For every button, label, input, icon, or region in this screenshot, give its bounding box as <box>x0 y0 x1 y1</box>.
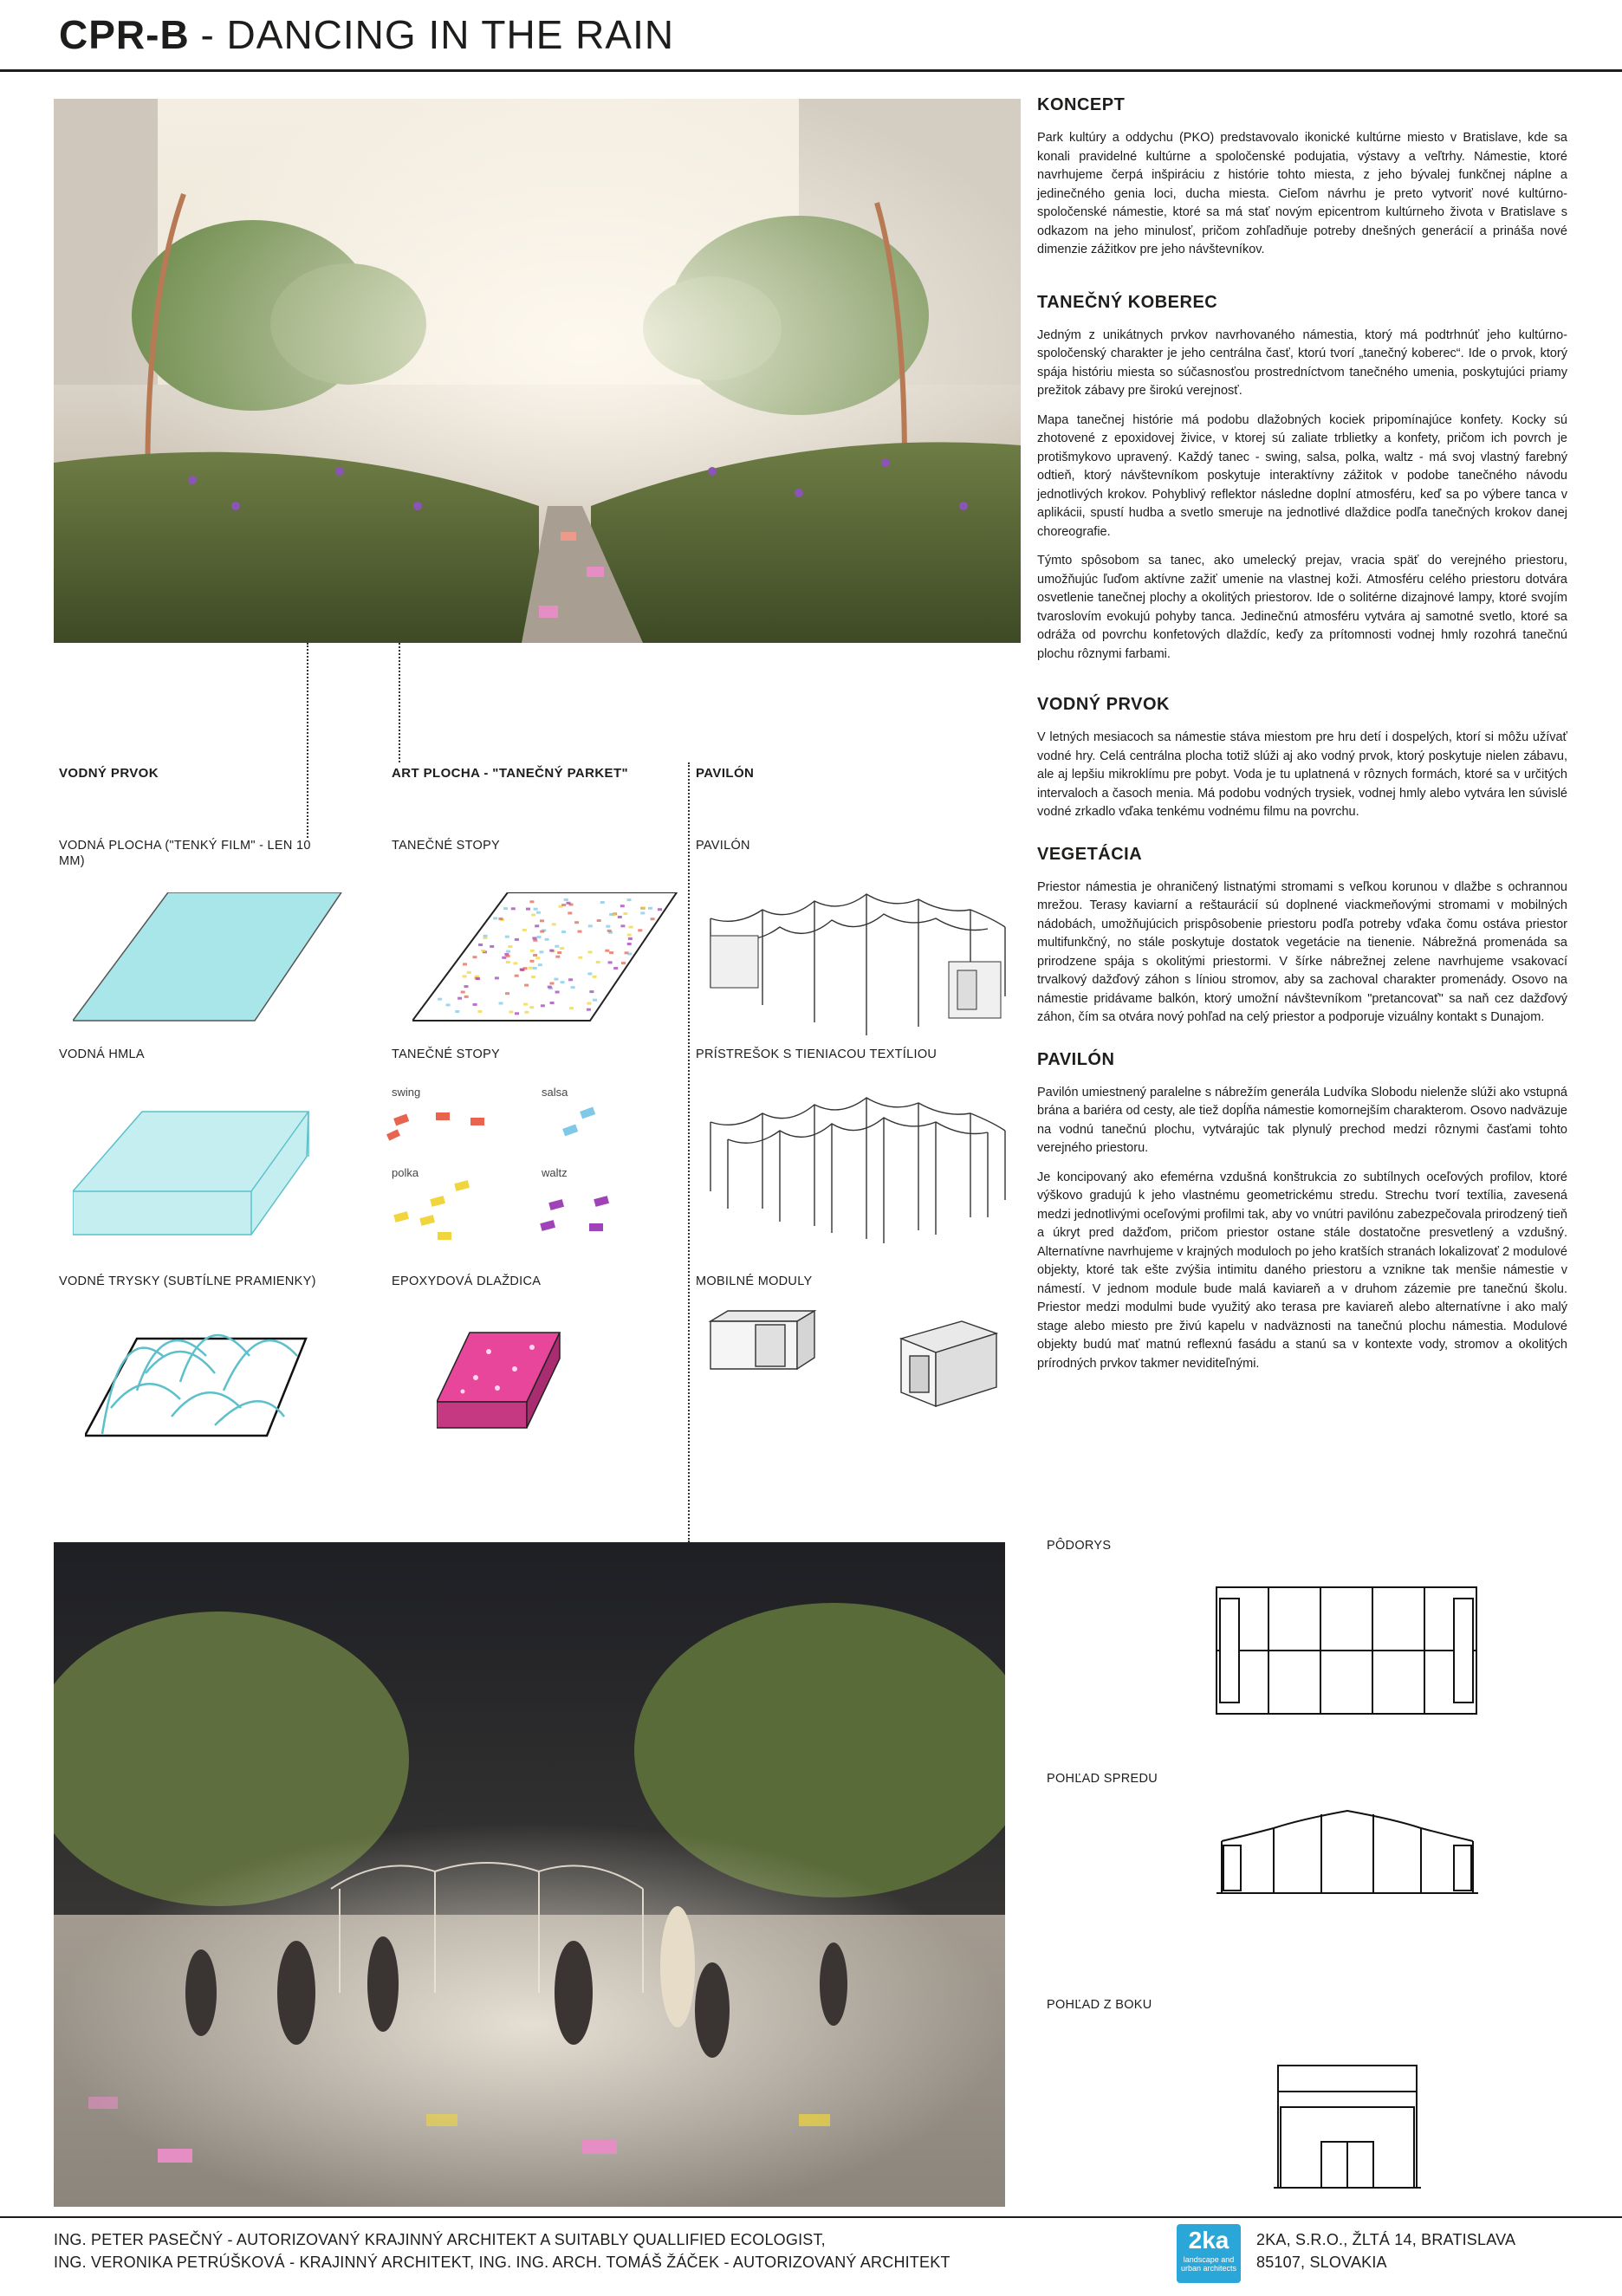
confetti-tile <box>561 904 566 906</box>
confetti-tile <box>506 961 510 963</box>
confetti-tile <box>495 976 499 979</box>
title-divider <box>0 69 1622 72</box>
confetti-tile <box>523 1003 528 1006</box>
confetti-tile <box>651 918 655 920</box>
confetti-tile <box>549 950 554 952</box>
confetti-tile <box>600 901 605 904</box>
confetti-tile <box>472 956 477 958</box>
connector-line <box>399 643 400 762</box>
section-paragraph: V letných mesiacoch sa námestie stáva miestom pre hru detí i dospelých, ktorí si môžu užívať vodné hry. Celá centrálna plocha totiž slúži aj ako vodný prvok, ktorý poskytuje nielen zábavu, ale aj lepšiu mikroklímu pre pobyt. Voda je tu uplatnená v rôznych formách, ktoré sa v určitých intervaloch a časoch menia. Má podobu vodných trysiek, vodnej hmly alebo vytvára len súvislé vodné zrkadlo vďaka tenkému vodnému filmu na povrchu. <box>1037 730 1567 819</box>
confetti-tile <box>476 977 480 980</box>
confetti-tile <box>587 972 592 975</box>
confetti-tile <box>596 961 600 963</box>
dance-steps-polka <box>386 1178 498 1248</box>
confetti-tile <box>538 963 542 966</box>
confetti-tile <box>464 985 469 988</box>
drawing-label-side: POHĽAD Z BOKU <box>1047 1998 1152 2012</box>
confetti-tile <box>478 944 483 946</box>
art-label-footprints: TANEČNÉ STOPY <box>392 839 501 853</box>
confetti-tile <box>593 999 597 1002</box>
confetti-tile <box>607 930 612 932</box>
confetti-tile <box>534 908 538 911</box>
mobile-modules-diagram <box>702 1304 1014 1434</box>
confetti-tile <box>568 911 572 914</box>
confetti-tile <box>561 981 565 983</box>
logo-subtext: landscape and urban architects <box>1180 2255 1237 2273</box>
water-label-jets: VODNÉ TRYSKY (SUBTÍLNE PRAMIENKY) <box>59 1274 316 1288</box>
confetti-tile <box>526 908 530 911</box>
confetti-tile <box>529 1006 534 1009</box>
confetti-tile <box>438 998 442 1001</box>
text-column <box>1037 95 1567 1396</box>
confetti-tile <box>554 978 558 981</box>
confetti-tile <box>537 936 542 938</box>
dance-label-polka: polka <box>392 1166 419 1179</box>
dance-steps-swing <box>386 1106 507 1158</box>
confetti-tile <box>564 898 568 901</box>
art-label-footprints-legend: TANEČNÉ STOPY <box>392 1047 501 1061</box>
confetti-tile <box>508 945 512 948</box>
confetti-tile <box>446 1003 451 1006</box>
confetti-tile <box>609 913 613 916</box>
confetti-tile <box>515 938 519 941</box>
confetti-tile <box>467 971 471 974</box>
section-heading: PAVILÓN <box>1037 1049 1115 1069</box>
footer-company-address: 2KA, S.R.O., ŽLTÁ 14, BRATISLAVA <box>1256 2231 1516 2248</box>
confetti-tile <box>477 1010 482 1013</box>
project-code: CPR-B <box>59 12 190 57</box>
confetti-tile <box>515 975 519 977</box>
confetti-tile <box>502 957 506 959</box>
section-heading: VEGETÁCIA <box>1037 844 1143 864</box>
confetti-tile <box>499 1002 503 1005</box>
confetti-tile <box>555 956 560 958</box>
drawing-label-front: POHĽAD SPREDU <box>1047 1772 1158 1786</box>
water-mist-diagram <box>73 1105 324 1252</box>
confetti-tile <box>539 950 543 953</box>
confetti-tile <box>620 905 625 907</box>
confetti-tile <box>509 1011 513 1014</box>
confetti-tile <box>567 902 571 905</box>
page-title <box>59 9 674 61</box>
company-logo <box>1177 2224 1241 2283</box>
connector-line <box>688 762 690 1542</box>
section-paragraph: Pavilón umiestnený paralelne s nábrežím generála Ludvíka Slobodu nielenže slúži ako vstupná brána a bariéra od cesty, ale tiež dopĺňa námestie komornejším charakterom. Osovo nadväzuje na vodnú tanečnú plochu, vytvárajúc tak plynulý prechod medzi rôznymi časťami tohto verejného priestoru. <box>1037 1085 1567 1155</box>
confetti-tile <box>540 931 544 933</box>
shelter-diagram <box>693 1079 1014 1252</box>
confetti-tile <box>461 991 465 994</box>
confetti-tile <box>455 1010 459 1013</box>
dance-steps-salsa <box>537 1106 615 1158</box>
confetti-tile <box>541 1004 545 1007</box>
section-vodny-prvok <box>1037 695 1567 822</box>
night-render-image <box>54 1542 1005 2207</box>
confetti-tile <box>481 950 485 952</box>
pavilion-label: PAVILÓN <box>696 839 750 853</box>
plan-drawing <box>1213 1586 1482 1716</box>
confetti-tile <box>620 924 625 927</box>
confetti-tile <box>552 923 556 925</box>
confetti-tile <box>574 921 579 924</box>
confetti-tile <box>628 937 633 940</box>
confetti-tile <box>640 911 645 914</box>
confetti-tile <box>530 950 535 952</box>
confetti-tile <box>588 924 593 927</box>
confetti-tile <box>533 954 537 957</box>
section-paragraph: Jedným z unikátnych prvkov navrhovaného námestia, ktorý má podtrhnúť jeho kultúrno-spoločenský charakter je jeho centrálna časť, ktorú tvorí „tanečný koberec“. Ide o prvok, ktorý spája históriu miesta so súčasnosťou prostredníctvom tanečného umenia, poskytujúci priamy prežitok zábavy pre širokú verejnosť. <box>1037 328 1567 398</box>
confetti-tile <box>533 967 537 970</box>
confetti-tile <box>545 938 549 941</box>
water-jets-diagram <box>85 1304 336 1443</box>
section-pavilon <box>1037 1050 1567 1374</box>
section-vegetacia <box>1037 845 1567 1028</box>
confetti-tile <box>514 962 518 964</box>
confetti-tile <box>638 929 642 931</box>
section-tanecny-koberec <box>1037 293 1567 665</box>
confetti-tile <box>531 976 535 978</box>
water-label-film: VODNÁ PLOCHA ("TENKÝ FILM" - LEN 10 MM) <box>59 839 311 868</box>
confetti-tile <box>578 931 582 933</box>
confetti-tile <box>557 951 561 954</box>
confetti-tile <box>627 934 632 937</box>
confetti-tile <box>550 983 555 985</box>
confetti-tile <box>503 907 508 910</box>
dance-label-waltz: waltz <box>542 1166 568 1179</box>
front-elevation-drawing <box>1213 1793 1482 1897</box>
confetti-tile <box>627 943 632 945</box>
confetti-tile <box>535 924 539 927</box>
side-elevation-drawing <box>1274 2062 1421 2192</box>
art-label-epoxy: EPOXYDOVÁ DLAŽDICA <box>392 1274 542 1288</box>
pavilion-diagram <box>693 875 1014 1048</box>
confetti-tile <box>498 918 503 920</box>
confetti-tile <box>627 898 632 901</box>
section-paragraph: Priestor námestia je ohraničený listnatými stromami s veľkou korunou v dlažbe s ochrannou mrežou. Terasy kaviarní a reštaurácií sú doplnené viackmeňovými stromami v mobilných nádobách, umožňujúcich prispôsobenie priestoru podľa potreby vďaka čomu ostáva priestor multifunkčný, no stále poskytuje dostatok vegetácie na tienenie. Nábrežná promenáda sa prirodzene spája s okolitými priestormi. V šírke nábrežnej zelene navrhujeme vsakovací trvalkový dažďový záhon s líniou stromov, aby sa zachoval charakter promenády. Osovo na námestie pridávame balkón, ktorý umožní návštevníkom "pretancovať" sa naň cez dažďový záhon, čím sa otvára nový pohľad na celý priestor a podporuje vizuálny kontakt s Dunajom. <box>1037 879 1567 1024</box>
confetti-tile <box>473 1003 477 1006</box>
section-heading: TANEČNÝ KOBEREC <box>1037 292 1218 312</box>
confetti-tile <box>613 967 618 970</box>
confetti-tile <box>589 990 594 993</box>
confetti-tile <box>609 951 613 954</box>
footer-company-country: 85107, SLOVAKIA <box>1256 2254 1387 2271</box>
confetti-tile <box>568 978 573 981</box>
confetti-tile <box>597 919 601 922</box>
confetti-tile <box>464 996 469 998</box>
confetti-tile <box>532 937 536 939</box>
confetti-tile <box>506 950 510 953</box>
confetti-tile <box>548 986 552 989</box>
confetti-tile <box>535 957 540 959</box>
confetti-tile <box>524 1011 529 1014</box>
confetti-tile <box>605 950 609 952</box>
confetti-tile <box>490 945 494 948</box>
dance-floor-diagram <box>412 892 681 1022</box>
water-label-mist: VODNÁ HMLA <box>59 1047 145 1061</box>
confetti-tile <box>530 960 535 963</box>
confetti-tile <box>522 929 527 931</box>
confetti-tile <box>555 991 560 994</box>
confetti-tile <box>505 992 509 995</box>
drawing-label-plan: PÔDORYS <box>1047 1539 1112 1553</box>
footer-authors-line1: ING. PETER PASEČNÝ - AUTORIZOVANÝ KRAJINNÝ ARCHITEKT A SUITABLY QUALLIFIED ECOLOGIST, <box>54 2231 826 2248</box>
confetti-tile <box>561 931 566 933</box>
confetti-tile <box>560 947 564 950</box>
section-heading: KONCEPT <box>1037 95 1126 114</box>
confetti-tile <box>511 907 516 910</box>
section-paragraph: Park kultúry a oddychu (PKO) predstavovalo ikonické kultúrne miesto v Bratislave, kde sa konali pravidelné kultúrne a spoločenské podujatia, výstavy a veľtrhy. Námestie, ktoré navrhujeme čerpá inšpiráciu z histórie tohto miesta, z jeho bývalej funkčnej náplne a jedinečného genia loci, ducha miesta. Cieľom návrhu je preto vytvoriť nové kultúrno-spoločenské námestie, ktoré sa má stať novým epicentrom kultúrneho života v Bratislave s odkazom na jeho minulosť, pričom zohľadňuje potreby dnešných generácií a prináša nové dimenzie zážitkov pre jeho návštevníkov. <box>1037 131 1567 256</box>
confetti-tile <box>578 957 582 959</box>
dance-label-swing: swing <box>392 1086 421 1099</box>
project-title: - DANCING IN THE RAIN <box>200 12 675 57</box>
water-film-diagram <box>73 892 350 1022</box>
confetti-tile <box>524 984 529 987</box>
confetti-tile <box>588 950 593 953</box>
confetti-tile <box>629 926 633 929</box>
confetti-tile <box>536 911 541 914</box>
confetti-tile <box>606 925 610 928</box>
day-render-image <box>54 99 1021 643</box>
confetti-tile <box>483 937 487 939</box>
confetti-tile <box>608 961 613 963</box>
section-paragraph: Je koncipovaný ako efemérna vzdušná konštrukcia zo subtílnych oceľových profilov, ktoré výškovo gradujú k jeho vlastnému geometrickému stredu. Strechu tvorí textília, zavesená medzi jednotlivými oceľovými profilmi tak, aby vo vnútri pavilónu zabezpečovala prirodzený tieň a úkryt pred dažďom, pričom priestor ostane stále dostatočne presvetlený a vzdušný. Alternatívne navrhujeme v krajných moduloch po jeho kratších stranách lokalizovať 2 modulové objekty, ktoré tak ešte zvýšia intimitu daného priestoru a vznikne tak menšie námestie v námestí. V jednom module bude malá kaviareň a v druhom zázemie pre tanečnú školu. Priestor medzi modulmi bude využitý ako terasa pre kaviareň alebo alternatívne i ako malý stage alebo miesto pre živú kapelu v nadväznosti na tanečnú plochu námestia. Modulové objekty budú mať matnú reflexnú fasádu a stanú sa v kontexte vody, stromov a okolitých prírodných prvkov takmer neviditeľnými. <box>1037 1170 1567 1371</box>
section-heading: VODNÝ PRVOK <box>1037 695 1170 714</box>
connector-line <box>307 643 308 838</box>
footer-authors-line2: ING. VERONIKA PETRÚŠKOVÁ - KRAJINNÝ ARCHITEKT, ING. ING. ARCH. TOMÁŠ ŽÁČEK - AUTORIZOVANÝ ARCHITEKT <box>54 2254 950 2271</box>
confetti-tile <box>550 1002 555 1004</box>
confetti-tile <box>587 1009 591 1011</box>
epoxy-tile-diagram <box>437 1326 567 1438</box>
confetti-tile <box>457 997 462 1000</box>
confetti-tile <box>493 917 497 919</box>
shelter-label: PRÍSTREŠOK S TIENIACOU TEXTÍLIOU <box>696 1047 938 1061</box>
section-paragraph: Mapa tanečnej histórie má podobu dlažobných kociek pripomínajúce konfety. Kocky sú zhotovené z epoxidovej živice, v ktorej sú zaliate trblietky a konfety, pričom ich povrch je protišmykovo upravený. Každý tanec - swing, salsa, polka, waltz - má svoj vlastný farebný odtieň, ktorý návštevníkom poskytuje interaktívny zážitok v podobe tanečného návodu jednotlivých krokov. Pohyblivý reflektor následne doplní atmosféru, keď sa po výbere tanca v aplikácii, spustí hudba a svetlo smeruje na jednotlivé dlaždice podľa tanečných krokov danej choreografie. <box>1037 412 1567 539</box>
confetti-tile <box>641 907 646 910</box>
section-koncept <box>1037 95 1567 260</box>
confetti-tile <box>621 962 626 964</box>
column-heading-art: ART PLOCHA - "TANEČNÝ PARKET" <box>392 766 629 781</box>
confetti-tile <box>618 916 622 918</box>
confetti-tile <box>529 967 533 970</box>
confetti-tile <box>520 969 524 971</box>
confetti-tile <box>627 953 632 956</box>
confetti-tile <box>531 914 535 917</box>
confetti-tile <box>571 986 575 989</box>
confetti-tile <box>593 976 597 978</box>
dance-steps-waltz <box>537 1196 624 1248</box>
confetti-tile <box>569 1007 574 1009</box>
confetti-tile <box>463 975 467 977</box>
confetti-tile <box>658 908 662 911</box>
confetti-tile <box>648 907 652 910</box>
confetti-tile <box>540 919 544 922</box>
confetti-tile <box>515 1012 519 1015</box>
column-heading-pavilion: PAVILÓN <box>696 766 755 781</box>
confetti-tile <box>506 955 510 957</box>
section-paragraph: Týmto spôsobom sa tanec, ako umelecký prejav, vracia späť do verejného priestoru, umožňujúc ľuďom aktívne zažiť umenie na vlastnej koži. Atmosféru celého priestoru dotvára osvetlenie tanečnej plochy a okolitých priestorov. Ide o solitérne dizajnové lampy, ktoré svojím tvaroslovím evokujú pohyby tanca. Jedinečnú atmosféru vytvára aj samotné svetlo, ktoré sa odráža od povrchu konfetových dlaždíc, keďy za prítomnosti vodnej hmly rozohrá tanečnú plochu rôznymi farbami. <box>1037 554 1567 661</box>
column-heading-water: VODNÝ PRVOK <box>59 766 159 781</box>
confetti-tile <box>587 1002 592 1005</box>
confetti-tile <box>623 912 627 915</box>
confetti-tile <box>555 945 559 948</box>
footer-divider <box>0 2216 1622 2218</box>
confetti-tile <box>463 963 467 965</box>
confetti-tile <box>529 900 534 903</box>
dance-label-salsa: salsa <box>542 1086 568 1099</box>
confetti-tile <box>505 936 509 938</box>
logo-text: 2ka <box>1188 2227 1229 2254</box>
modules-label: MOBILNÉ MODULY <box>696 1274 813 1288</box>
